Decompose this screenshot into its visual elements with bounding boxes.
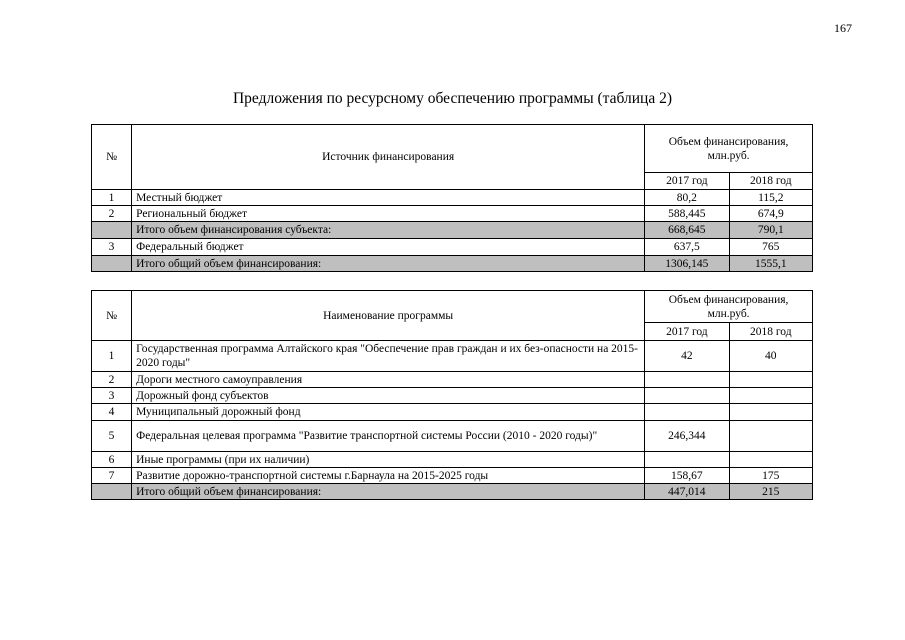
table-header-row — [92, 291, 813, 323]
row-name: Региональный бюджет — [132, 206, 645, 222]
programs-table — [91, 290, 813, 500]
row-number: 2 — [92, 372, 132, 388]
col-header-source: Источник финансирования — [132, 125, 645, 190]
row-value-2017 — [645, 388, 729, 404]
row-value-2017: 246,344 — [645, 421, 729, 452]
row-number: 1 — [92, 190, 132, 206]
col-header-2017: 2017 год — [645, 323, 729, 341]
subtotal-row — [92, 222, 813, 239]
row-value-2017: 668,645 — [645, 222, 729, 239]
row-number: 2 — [92, 206, 132, 222]
row-value-2017: 42 — [645, 341, 729, 372]
row-value-2017: 588,445 — [645, 206, 729, 222]
row-value-2017 — [645, 372, 729, 388]
table-row — [92, 421, 813, 452]
table-row — [92, 468, 813, 484]
row-number: 7 — [92, 468, 132, 484]
row-name: Федеральный бюджет — [132, 239, 645, 256]
table-row — [92, 452, 813, 468]
row-value-2017 — [645, 404, 729, 421]
row-value-2018 — [729, 388, 812, 404]
row-number: 4 — [92, 404, 132, 421]
col-header-2017: 2017 год — [645, 173, 729, 190]
row-value-2018: 40 — [729, 341, 812, 372]
total-row — [92, 484, 813, 500]
col-header-volume: Объем финансирования, млн.руб. — [645, 291, 813, 323]
row-number: 3 — [92, 388, 132, 404]
row-value-2018: 790,1 — [729, 222, 812, 239]
row-number — [92, 256, 132, 272]
funding-sources-table — [91, 124, 813, 272]
row-value-2018: 115,2 — [729, 190, 812, 206]
row-number: 3 — [92, 239, 132, 256]
row-value-2017: 447,014 — [645, 484, 729, 500]
row-number — [92, 222, 132, 239]
row-value-2017: 158,67 — [645, 468, 729, 484]
table-row — [92, 190, 813, 206]
page-title: Предложения по ресурсному обеспечению программы (таблица 2) — [232, 90, 673, 107]
row-number: 1 — [92, 341, 132, 372]
row-name: Местный бюджет — [132, 190, 645, 206]
total-row — [92, 256, 813, 272]
col-header-number: № — [92, 291, 132, 341]
page-number: 167 — [834, 21, 852, 35]
row-value-2018 — [729, 452, 812, 468]
row-name: Иные программы (при их наличии) — [132, 452, 645, 468]
row-value-2017 — [645, 452, 729, 468]
row-name: Государственная программа Алтайского края "Обеспечение прав граждан и их без-опасности на 2015-2020 годы" — [132, 341, 645, 372]
row-number: 5 — [92, 421, 132, 452]
row-name: Муниципальный дорожный фонд — [132, 404, 645, 421]
row-name: Итого общий объем финансирования: — [132, 484, 645, 500]
col-header-program: Наименование программы — [132, 291, 645, 341]
table-row — [92, 206, 813, 222]
table-row — [92, 372, 813, 388]
row-value-2018 — [729, 421, 812, 452]
col-header-number: № — [92, 125, 132, 190]
row-number: 6 — [92, 452, 132, 468]
row-value-2018: 674,9 — [729, 206, 812, 222]
row-name: Развитие дорожно-транспортной системы г.Барнаула на 2015-2025 годы — [132, 468, 645, 484]
table-header-row — [92, 125, 813, 173]
row-value-2017: 1306,145 — [645, 256, 729, 272]
table-row — [92, 341, 813, 372]
table-row — [92, 239, 813, 256]
row-value-2018 — [729, 372, 812, 388]
col-header-2018: 2018 год — [729, 323, 812, 341]
row-value-2018: 215 — [729, 484, 812, 500]
row-value-2018 — [729, 404, 812, 421]
row-value-2018: 175 — [729, 468, 812, 484]
row-name: Дороги местного самоуправления — [132, 372, 645, 388]
row-value-2018: 765 — [729, 239, 812, 256]
row-name: Дорожный фонд субъектов — [132, 388, 645, 404]
row-name: Итого общий объем финансирования: — [132, 256, 645, 272]
col-header-2018: 2018 год — [729, 173, 812, 190]
row-name: Федеральная целевая программа "Развитие транспортной системы России (2010 - 2020 годы)" — [132, 421, 645, 452]
table-row — [92, 404, 813, 421]
row-value-2017: 637,5 — [645, 239, 729, 256]
row-number — [92, 484, 132, 500]
col-header-volume: Объем финансирования, млн.руб. — [645, 125, 813, 173]
row-name: Итого объем финансирования субъекта: — [132, 222, 645, 239]
table-row — [92, 388, 813, 404]
row-value-2017: 80,2 — [645, 190, 729, 206]
row-value-2018: 1555,1 — [729, 256, 812, 272]
